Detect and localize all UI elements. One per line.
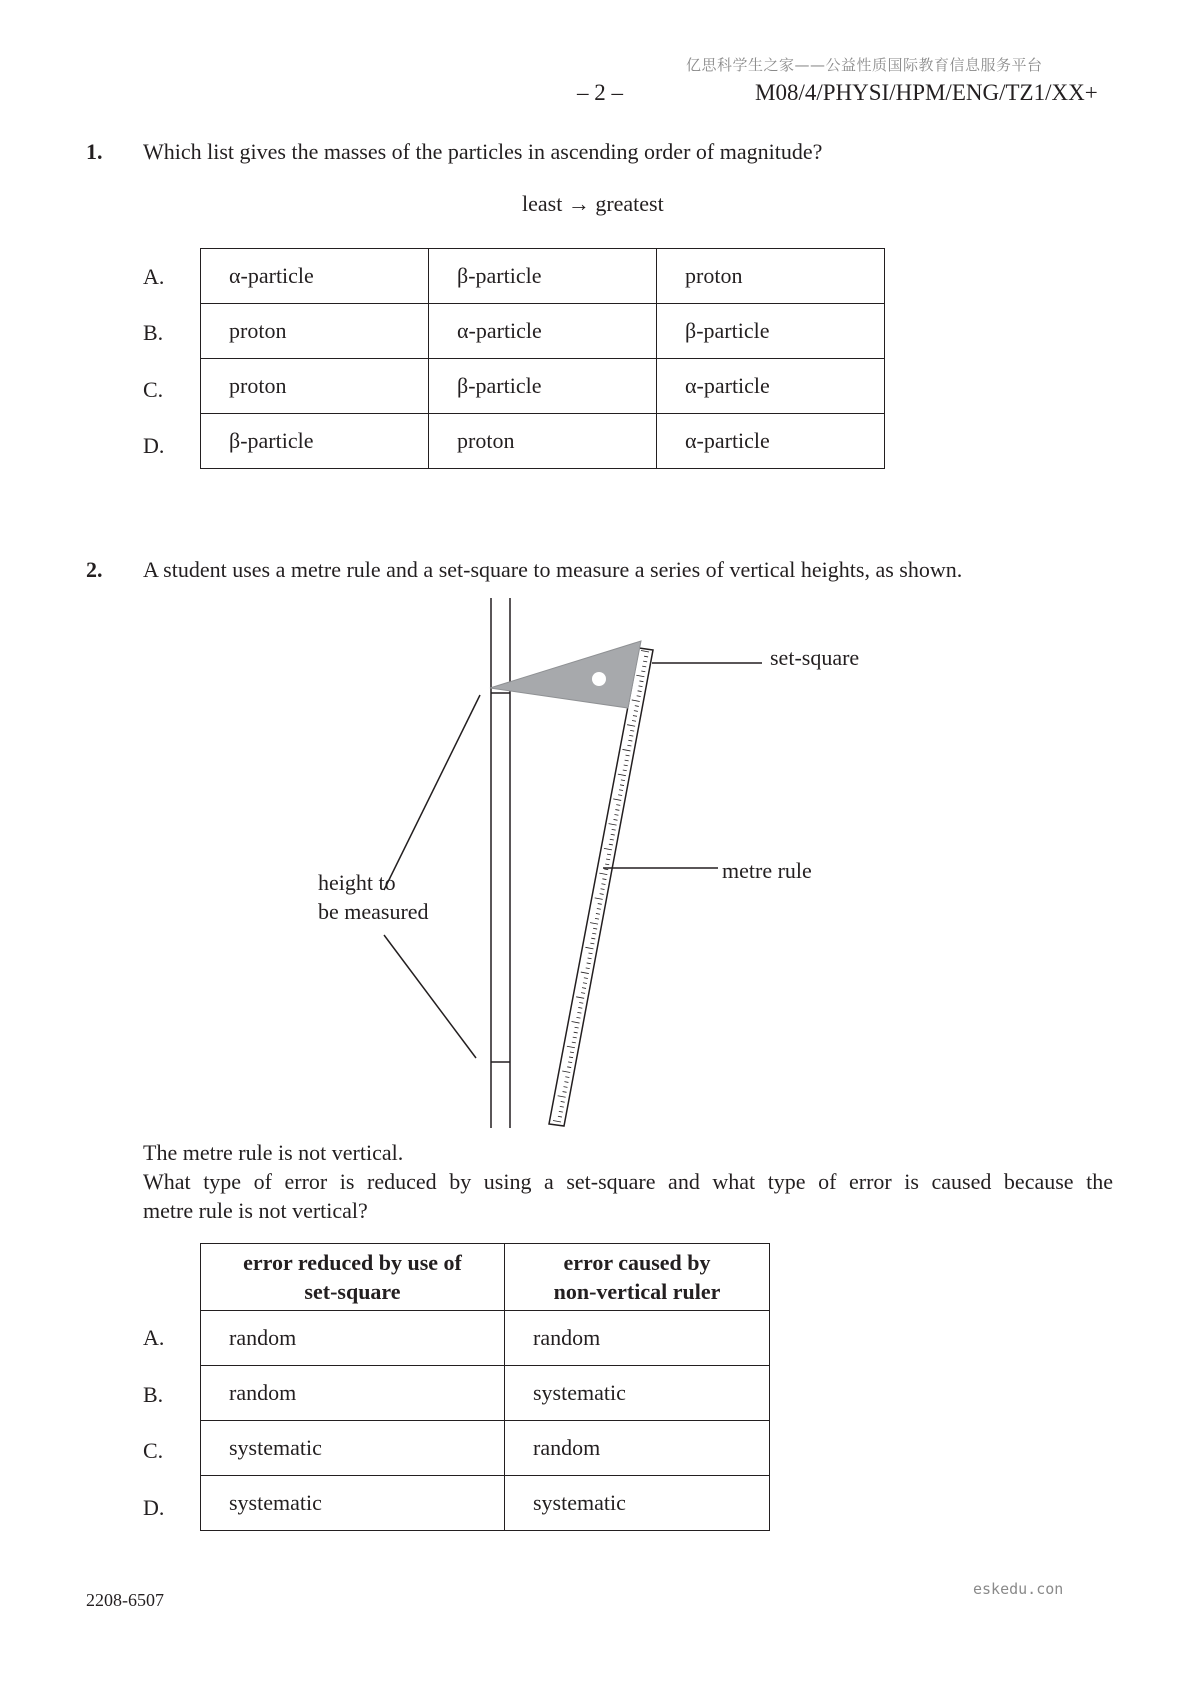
exam-code: M08/4/PHYSI/HPM/ENG/TZ1/XX+ xyxy=(755,80,1098,105)
question-2-paragraph xyxy=(143,1138,1113,1225)
table-cell: β-particle xyxy=(657,304,885,359)
table-cell: β-particle xyxy=(429,249,657,304)
table-cell: proton xyxy=(429,414,657,469)
table-header-row xyxy=(201,1244,770,1311)
table-cell: random xyxy=(201,1311,505,1366)
table-cell: random xyxy=(505,1311,770,1366)
table-cell: systematic xyxy=(505,1366,770,1421)
table-cell: systematic xyxy=(505,1476,770,1531)
question-2-options-table xyxy=(200,1243,770,1531)
question-1-subtitle: least → greatest xyxy=(522,191,664,216)
q2-option-label-d: D. xyxy=(143,1495,165,1520)
wall-lines xyxy=(491,598,510,1128)
q1-option-label-d: D. xyxy=(143,433,165,458)
table-header-cell xyxy=(505,1244,770,1311)
q1-option-label-b: B. xyxy=(143,320,164,345)
header-watermark: 亿思科学生之家——公益性质国际教育信息服务平台 xyxy=(686,56,1043,74)
label-set-square: set-square xyxy=(770,645,860,670)
metre-rule xyxy=(549,648,653,1126)
table-cell: proton xyxy=(201,359,429,414)
label-metre-rule: metre rule xyxy=(722,858,812,883)
header-line: error reduced by use of xyxy=(243,1250,462,1275)
table-cell: α-particle xyxy=(657,414,885,469)
header-line: error caused by xyxy=(563,1250,711,1275)
table-cell: random xyxy=(505,1421,770,1476)
page-number: – 2 – xyxy=(577,80,623,105)
table-row xyxy=(201,414,885,469)
q2-option-label-c: C. xyxy=(143,1438,164,1463)
table-row xyxy=(201,359,885,414)
table-cell: systematic xyxy=(201,1476,505,1531)
table-header-cell xyxy=(201,1244,505,1311)
q2-option-label-a: A. xyxy=(143,1325,165,1350)
table-cell: proton xyxy=(201,304,429,359)
table-cell: proton xyxy=(657,249,885,304)
table-cell: α-particle xyxy=(201,249,429,304)
label-height-line2: be measured xyxy=(318,899,429,924)
label-height-line1: height to xyxy=(318,870,396,895)
question-2-number: 2. xyxy=(86,557,103,582)
question-1-options-table xyxy=(200,248,885,469)
table-cell: β-particle xyxy=(429,359,657,414)
table-cell: systematic xyxy=(201,1421,505,1476)
set-square-hole xyxy=(592,672,606,686)
table-cell: random xyxy=(201,1366,505,1421)
para-line-3: metre rule is not vertical? xyxy=(143,1198,368,1223)
table-row xyxy=(201,1421,770,1476)
para-line-2: What type of error is reduced by using a set-square and what type of error is caused because the xyxy=(143,1169,1113,1194)
table-row xyxy=(201,304,885,359)
set-square-diagram xyxy=(0,590,1191,1130)
question-1-number: 1. xyxy=(86,139,103,164)
q2-option-label-b: B. xyxy=(143,1382,164,1407)
footer-code: 2208-6507 xyxy=(86,1590,164,1610)
q1-option-label-c: C. xyxy=(143,377,164,402)
table-row xyxy=(201,1476,770,1531)
question-2-text: A student uses a metre rule and a set-square to measure a series of vertical heights, as shown. xyxy=(143,557,963,582)
para-line-1: The metre rule is not vertical. xyxy=(143,1140,404,1165)
q1-option-label-a: A. xyxy=(143,264,165,289)
header-line: set-square xyxy=(304,1279,401,1304)
header-line: non-vertical ruler xyxy=(553,1279,721,1304)
table-cell: α-particle xyxy=(429,304,657,359)
table-row xyxy=(201,1366,770,1421)
table-row xyxy=(201,249,885,304)
table-row xyxy=(201,1311,770,1366)
footer-watermark: eskedu.con xyxy=(973,1580,1064,1598)
set-square xyxy=(490,641,641,708)
table-cell: α-particle xyxy=(657,359,885,414)
question-1-text: Which list gives the masses of the particles in ascending order of magnitude? xyxy=(143,139,823,164)
table-cell: β-particle xyxy=(201,414,429,469)
